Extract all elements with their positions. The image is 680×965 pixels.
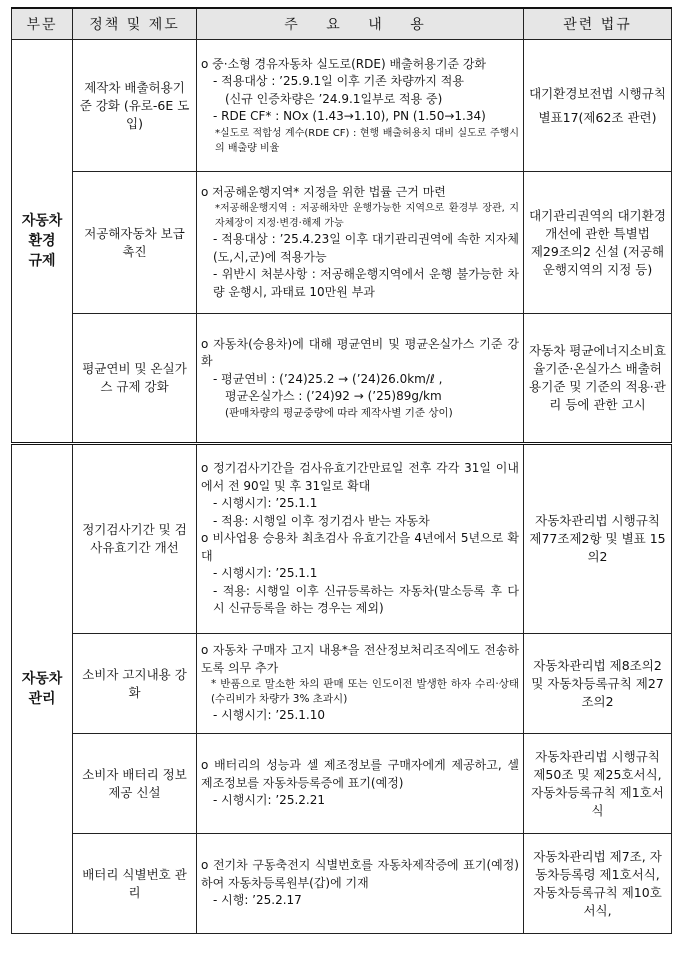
content-line: - 시행: ’25.2.17 xyxy=(213,893,302,908)
content-line: o 자동차 구매자 고지 내용*을 전산정보처리조직에도 전송하도록 의무 추가 xyxy=(201,643,519,675)
content-cell xyxy=(197,734,524,834)
policy-cell: 정기검사기간 및 검사유효기간 개선 xyxy=(73,444,197,634)
table-row xyxy=(12,734,672,834)
law-cell: 자동차관리법 제8조의2 및 자동차등록규칙 제27조의2 xyxy=(524,634,672,734)
content-note: *저공해운행지역 : 저공해차만 운행가능한 지역으로 환경부 장관, 지자체장이 지정·변경·해제 가능 xyxy=(215,203,519,230)
table-row xyxy=(12,634,672,734)
policy-cell: 저공해자동차 보급촉진 xyxy=(73,172,197,314)
content-note: *실도로 적합성 계수(RDE CF) : 현행 배출허용치 대비 실도로 주행시의 배출량 비율 xyxy=(215,127,519,154)
content-note: * 반품으로 말소한 차의 판매 또는 인도이전 발생한 하자 수리·상태(수리비가 차량가 3% 초과시) xyxy=(211,678,519,706)
dept-cell-env: 자동차 환경 규제 xyxy=(12,40,73,444)
content-cell xyxy=(197,634,524,734)
header-content: 주 요 내 용 xyxy=(197,8,524,40)
law-cell: 자동차관리법 시행규칙 제50조 및 제25호서식, 자동차등록규칙 제1호서식 xyxy=(524,734,672,834)
content-line: o 저공해운행지역* 지정을 위한 법률 근거 마련 xyxy=(201,184,446,199)
table-row xyxy=(12,40,672,172)
content-line: - 시행시기: ’25.2.21 xyxy=(213,793,325,808)
policy-cell: 배터리 식별번호 관리 xyxy=(73,834,197,934)
content-line: o 정기검사기간을 검사유효기간만료일 전후 각각 31일 이내에서 전 90일 및 후 31일로 확대 xyxy=(201,461,519,493)
content-cell xyxy=(197,444,524,634)
law-line: 대기관리권역의 대기환경개선에 관한 특별법 xyxy=(529,207,666,241)
content-line: - 적용대상 : ’25.9.1일 이후 기존 차량까지 적용 xyxy=(213,74,464,88)
content-cell xyxy=(197,314,524,444)
header-law: 관련 법규 xyxy=(524,8,672,40)
content-cell xyxy=(197,172,524,314)
content-line: 평균온실가스 : (’24)92 → (’25)89g/km xyxy=(225,389,442,403)
policy-cell: 평균연비 및 온실가스 규제 강화 xyxy=(73,314,197,444)
content-line: o 전기차 구동축전지 식별번호를 자동차제작증에 표기(예정)하여 자동차등록원부(갑)에 기재 xyxy=(201,858,519,890)
policy-cell: 제작차 배출허용기준 강화 (유로-6E 도입) xyxy=(73,40,197,172)
law-cell: 자동차관리법 제7조, 자동차등록령 제1호서식, 자동차등록규칙 제10호서식, xyxy=(524,834,672,934)
content-line: - 시행시기: ’25.1.1 xyxy=(213,566,318,581)
content-line: o 배터리의 성능과 셀 제조정보를 구매자에게 제공하고, 셀 제조정보를 자동차등록증에 표기(예정) xyxy=(201,758,519,790)
content-line: o 중·소형 경유자동차 실도로(RDE) 배출허용기준 강화 xyxy=(201,56,487,71)
content-line: - 적용: 시행일 이후 신규등록하는 자동차(말소등록 후 다시 신규등록을 하는 경우는 제외) xyxy=(213,583,519,616)
table-row xyxy=(12,172,672,314)
content-cell xyxy=(197,834,524,934)
content-line: - 시행시기: ’25.1.10 xyxy=(213,708,325,723)
policy-cell: 소비자 고지내용 강화 xyxy=(73,634,197,734)
content-note: (판매차량의 평균중량에 따라 제작사별 기준 상이) xyxy=(225,406,453,419)
content-line: - 평균연비 : (’24)25.2 → (’24)26.0km/ℓ , xyxy=(213,371,443,386)
law-cell xyxy=(524,40,672,172)
header-policy: 정책 및 제도 xyxy=(73,8,197,40)
law-line: 제29조의2 신설 (저공해운행지역의 지정 등) xyxy=(530,243,665,277)
content-line: (신규 인증차량은 ’24.9.1일부로 적용 중) xyxy=(225,91,443,106)
policy-table xyxy=(11,7,672,934)
table-header-row xyxy=(12,8,672,40)
content-line: - 시행시기: ’25.1.1 xyxy=(213,496,318,511)
content-line: - RDE CF* : NOx (1.43→1.10), PN (1.50→1.34) xyxy=(213,109,486,123)
dept-cell-mgmt: 자동차 관리 xyxy=(12,444,73,934)
content-line: - 적용대상 : ’25.4.23일 이후 대기관리권역에 속한 지자체(도,시,군)에 적용가능 xyxy=(213,232,519,264)
table-row xyxy=(12,314,672,444)
table-row xyxy=(12,444,672,634)
law-line: 별표17(제62조 관련) xyxy=(538,109,657,125)
content-line: - 적용: 시행일 이후 정기검사 받는 자동차 xyxy=(213,513,430,528)
law-cell xyxy=(524,172,672,314)
law-cell: 자동차관리법 시행규칙 제77조제2항 및 별표 15의2 xyxy=(524,444,672,634)
table-row xyxy=(12,834,672,934)
law-line: 대기환경보전법 시행규칙 xyxy=(529,85,666,101)
content-line: o 비사업용 승용차 최초검사 유효기간을 4년에서 5년으로 확대 xyxy=(201,531,519,563)
content-line: o 자동차(승용차)에 대해 평균연비 및 평균온실가스 기준 강화 xyxy=(201,336,519,368)
content-line: - 위반시 처분사항 : 저공해운행지역에서 운행 불가능한 차량 운행시, 과태료 10만원 부과 xyxy=(213,267,519,299)
law-cell: 자동차 평균에너지소비효율기준·온실가스 배출허용기준 및 기준의 적용·관리 등에 관한 고시 xyxy=(524,314,672,444)
content-cell xyxy=(197,40,524,172)
policy-cell: 소비자 배터리 정보제공 신설 xyxy=(73,734,197,834)
header-dept: 부문 xyxy=(12,8,73,40)
